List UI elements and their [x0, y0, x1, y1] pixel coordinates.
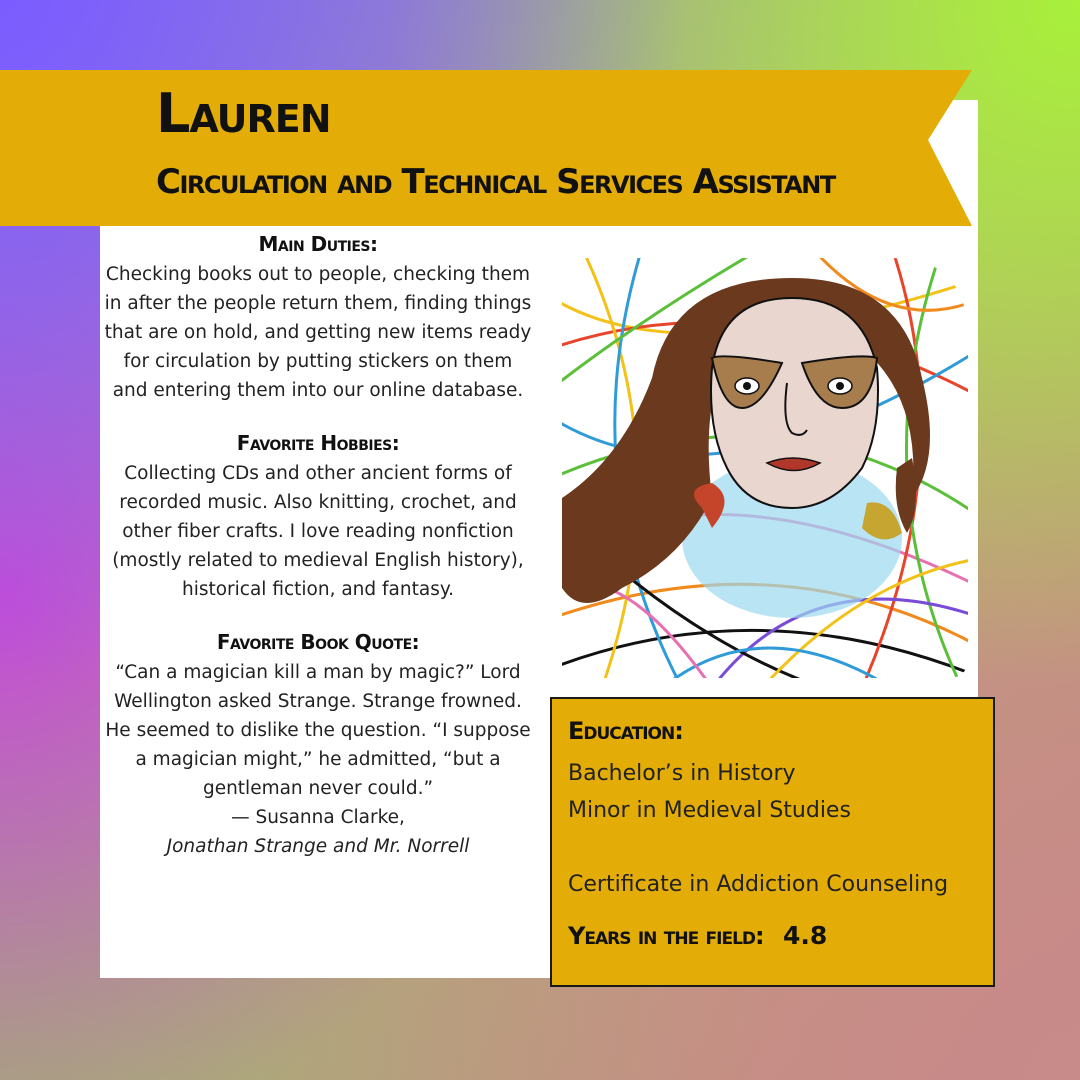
header-banner [0, 70, 972, 226]
quote-book-title: Jonathan Strange and Mr. Norrell [166, 836, 470, 857]
staff-role: Circulation and Technical Services Assistant [156, 162, 835, 202]
main-duties-heading: Main Duties: [258, 232, 378, 256]
hobbies-heading: Favorite Hobbies: [236, 431, 400, 455]
quote-heading: Favorite Book Quote: [216, 630, 420, 654]
quote-section [104, 630, 532, 861]
banner-ribbon-shape [0, 70, 972, 226]
years-label: Years in the field: [568, 922, 764, 950]
education-certificate: Certificate in Addiction Counseling [568, 872, 949, 897]
education-spacer [568, 829, 977, 866]
education-heading: Education: [568, 717, 683, 745]
staff-name: Lauren [156, 82, 331, 145]
main-duties-text: Checking books out to people, checking them in after the people return them, finding things that are on hold, and getting new items ready for circulation by putting stickers on them and entering them into our online database. [104, 264, 532, 401]
education-minor: Minor in Medieval Studies [568, 798, 851, 823]
portrait-drawing [562, 258, 968, 678]
years-value: 4.8 [783, 921, 828, 950]
education-degree: Bachelor’s in History [568, 761, 796, 786]
quote-author: — Susanna Clarke, [231, 807, 405, 828]
hobbies-section [104, 431, 532, 604]
main-duties-section [104, 232, 532, 405]
education-box [550, 697, 995, 987]
info-column [104, 232, 532, 887]
years-in-field [568, 921, 977, 950]
hobbies-text: Collecting CDs and other ancient forms of recorded music. Also knitting, crochet, and other fiber crafts. I love reading nonfiction (mostly related to medieval English history), historical fiction, and fantasy. [112, 463, 524, 600]
quote-text: “Can a magician kill a man by magic?” Lord Wellington asked Strange. Strange frowned. He seemed to dislike the question. “I suppose a magician might,” he admitted, “but a gentleman never could.” [105, 662, 531, 799]
